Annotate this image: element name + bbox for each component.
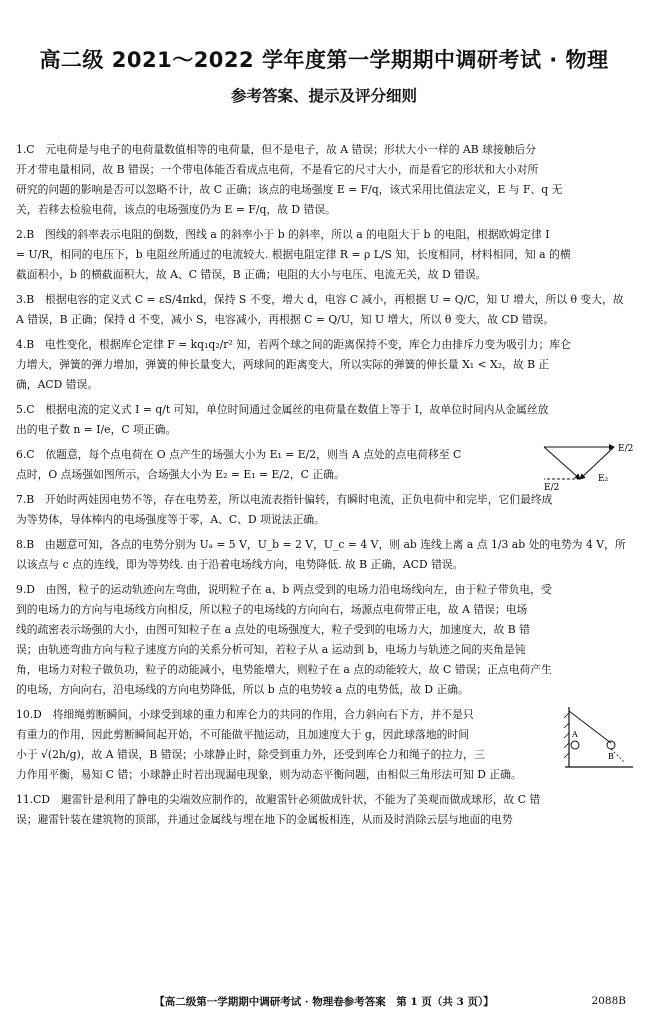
- answer-line: 3.B 根据电容的定义式 C = εS/4πkd，保持 S 不变，增大 d，电容 C 减小，再根据 U = Q/C，知 U 增大，所以 θ 变大，故: [16, 293, 624, 306]
- wall-hatch: [564, 753, 569, 758]
- answer-line: 8.B 由题意可知，各点的电势分别为 Uₐ = 5 V，U_b = 2 V，U_c = 4 V，则 ab 连线上离 a 点 1/3 ab 处的电势为 4 V，所: [16, 538, 626, 551]
- answer-line: 以该点与 c 点的连线，即为等势线. 由于沿着电场线方向，电势降低. 故 B 正确，ACD 错误。: [16, 558, 464, 571]
- answer-line: 小于 √(2h/g)，故 A 错误，B 错误；小球静止时，除受到重力外，还受到库仑力和绳子的拉力，三: [16, 748, 485, 761]
- answer-line: 截面积小，b 的横截面积大，故 A、C 错误，B 正确；电阻的大小与电压、电流无关，故 D 错误。: [16, 268, 487, 281]
- wall-hatch: [564, 713, 569, 718]
- wall-hatch: [564, 733, 569, 738]
- charge-a: [571, 741, 579, 749]
- label-e2: E₂: [598, 474, 609, 484]
- answer-item-1: [16, 140, 636, 220]
- answer-line: A 错误，B 正确；保持 d 不变，减小 S，电容减小，再根据 C = Q/U，知 U 增大，所以 θ 变大，故 CD 错误。: [16, 313, 555, 326]
- pendulum-diagram-svg: [561, 703, 636, 773]
- answer-line: 6.C 依题意，每个点电荷在 O 点产生的场强大小为 E₁ = E/2，则当 A 点处的点电荷移至 C: [16, 448, 462, 461]
- vector-e-half-left: [580, 447, 614, 479]
- answer-line: 为等势体，导体棒内的电场强度等于零，A、C、D 项说法正确。: [16, 513, 325, 526]
- answer-item-8: [16, 535, 636, 575]
- label-a: A: [572, 730, 578, 739]
- answer-line: 关，若移去检验电荷，该点的电场强度仍为 E = F/q，故 D 错误。: [16, 203, 336, 216]
- label-e-half-top: E/2: [618, 444, 634, 454]
- answer-line: 的电场，方向向右，沿电场线的方向电势降低，所以 b 点的电势较 a 点的电势低，故 D 正确。: [16, 683, 469, 696]
- page-subtitle: 参考答案、提示及评分细则: [230, 87, 417, 105]
- answer-item-7: [16, 490, 636, 530]
- answer-line: 10.D 将细绳剪断瞬间，小球受到球的重力和库仑力的共同的作用，合力斜向右下方，并不是只: [16, 708, 474, 721]
- answer-line: = U/R，相同的电压下，b 电阻丝所通过的电流较大. 根据电阻定律 R = ρ L/S 知，长度相同，材料相同，知 a 的横: [16, 248, 571, 261]
- answer-item-5: [16, 400, 636, 440]
- answer-line: 有重力的作用，因此剪断瞬间起开始，不可能做平抛运动，且加速度大于 g，因此球落地的时间: [16, 728, 470, 741]
- answer-line: 线的疏密表示场强的大小，由图可知粒子在 a 点处的电场强度大，粒子受到的电场力大，加速度大，故 B 错: [16, 623, 530, 636]
- answer-line: 4.B 电性变化，根据库仑定律 F = kq₁q₂/r² 知，若两个球之间的距离保持不变，库仑力由排斥力变为吸引力；库仑: [16, 338, 571, 351]
- answer-line: 出的电子数 n = I/e，C 项正确。: [16, 423, 177, 436]
- answer-list: [16, 140, 636, 835]
- answer-item-11: [16, 790, 636, 830]
- answer-item-6: [16, 444, 636, 491]
- answer-line: 点时，O 点场强如图所示，合场强大小为 E₂ = E₁ = E/2，C 正确。: [16, 468, 345, 481]
- answer-line: 1.C 元电荷是与电子的电荷量数值相等的电荷量，但不是电子，故 A 错误；形状大小一样的 AB 球接触后分: [16, 143, 537, 156]
- answer-item-3: [16, 290, 636, 330]
- answer-line: 11.CD 避雷针是利用了静电的尖端效应制作的，故避雷针必须做成针状，不能为了美观而做成球形，故 C 错: [16, 793, 541, 806]
- answer-line: 角，电场力对粒子做负功，粒子的动能减小，电势能增大，则粒子在 a 点的动能较大，故 C 错误；正点电荷产生: [16, 663, 552, 676]
- answer-line: 2.B 图线的斜率表示电阻的倒数，图线 a 的斜率小于 b 的斜率，所以 a 的电阻大于 b 的电阻，根据欧姆定律 I: [16, 228, 550, 241]
- page-footer: 【高二级第一学期期中调研考试 · 物理卷参考答案 第 1 页（共 3 页）】: [154, 996, 494, 1008]
- answer-line: 到的电场力的方向与电场线方向相反，所以粒子的电场线的方向向右，场源点电荷带正电，故 A 错误；电场: [16, 603, 528, 616]
- answer-line: 7.B 开始时两娃因电势不等，存在电势差，所以电流表指针偏转，有瞬时电流，正负电荷中和完毕，它们最终成: [16, 493, 553, 506]
- answer-line: 研究的问题的影响是否可以忽略不计，故 C 正确；该点的电场强度 E = F/q，该式采用比值法定义，E 与 F、q 无: [16, 183, 563, 196]
- answer-line: 误；由轨迹弯曲方向与粒子速度方向的关系分析可知，若粒子从 a 运动到 b，电场力与轨迹之间的夹角是钝: [16, 643, 526, 656]
- field-vector-diagram: [536, 441, 636, 491]
- answer-item-4: [16, 335, 636, 395]
- answer-item-10: [16, 705, 636, 785]
- charge-b: [607, 741, 615, 749]
- vector-diagram-svg: [536, 441, 636, 491]
- answer-line: 误；避雷针装在建筑物的顶部，并通过金属线与埋在地下的金属板相连，从而及时消除云层与地面的电势: [16, 813, 513, 826]
- answer-item-2: [16, 225, 636, 285]
- wall-hatch: [564, 743, 569, 748]
- answer-line: 5.C 根据电流的定义式 I = q/t 可知，单位时间通过金属丝的电荷量在数值上等于 I，故单位时间内从金属丝放: [16, 403, 549, 416]
- answer-line: 力增大，弹簧的弹力增加，弹簧的伸长量变大，两球间的距离变大，所以实际的弹簧的伸长量 X₁ < X₂，故 B 正: [16, 358, 550, 371]
- label-e-half-left: E/2: [544, 483, 560, 491]
- vector-e2: [544, 447, 580, 479]
- pendulum-diagram: [561, 703, 636, 773]
- label-b: B: [608, 752, 614, 761]
- answer-line: 开才带电量相同，故 B 错误；一个带电体能否看成点电荷，不是看它的尺寸大小，而是看它的形状和大小对所: [16, 163, 539, 176]
- wall-hatch: [564, 723, 569, 728]
- paper-code: 2088B: [591, 995, 626, 1007]
- answer-line: 9.D 由图，粒子的运动轨迹向左弯曲，说明粒子在 a、b 两点受到的电场力沿电场线向左，由于粒子带负电，受: [16, 583, 552, 596]
- answer-line: 确，ACD 错误。: [16, 378, 99, 391]
- answer-item-9: [16, 580, 636, 700]
- page-title: 高二级 2021～2022 学年度第一学期期中调研考试 · 物理: [39, 48, 609, 72]
- answer-line: 力作用平衡，易知 C 错；小球静止时若出现漏电现象，则为动态平衡问题，由相似三角形法可知 D 正确。: [16, 768, 522, 781]
